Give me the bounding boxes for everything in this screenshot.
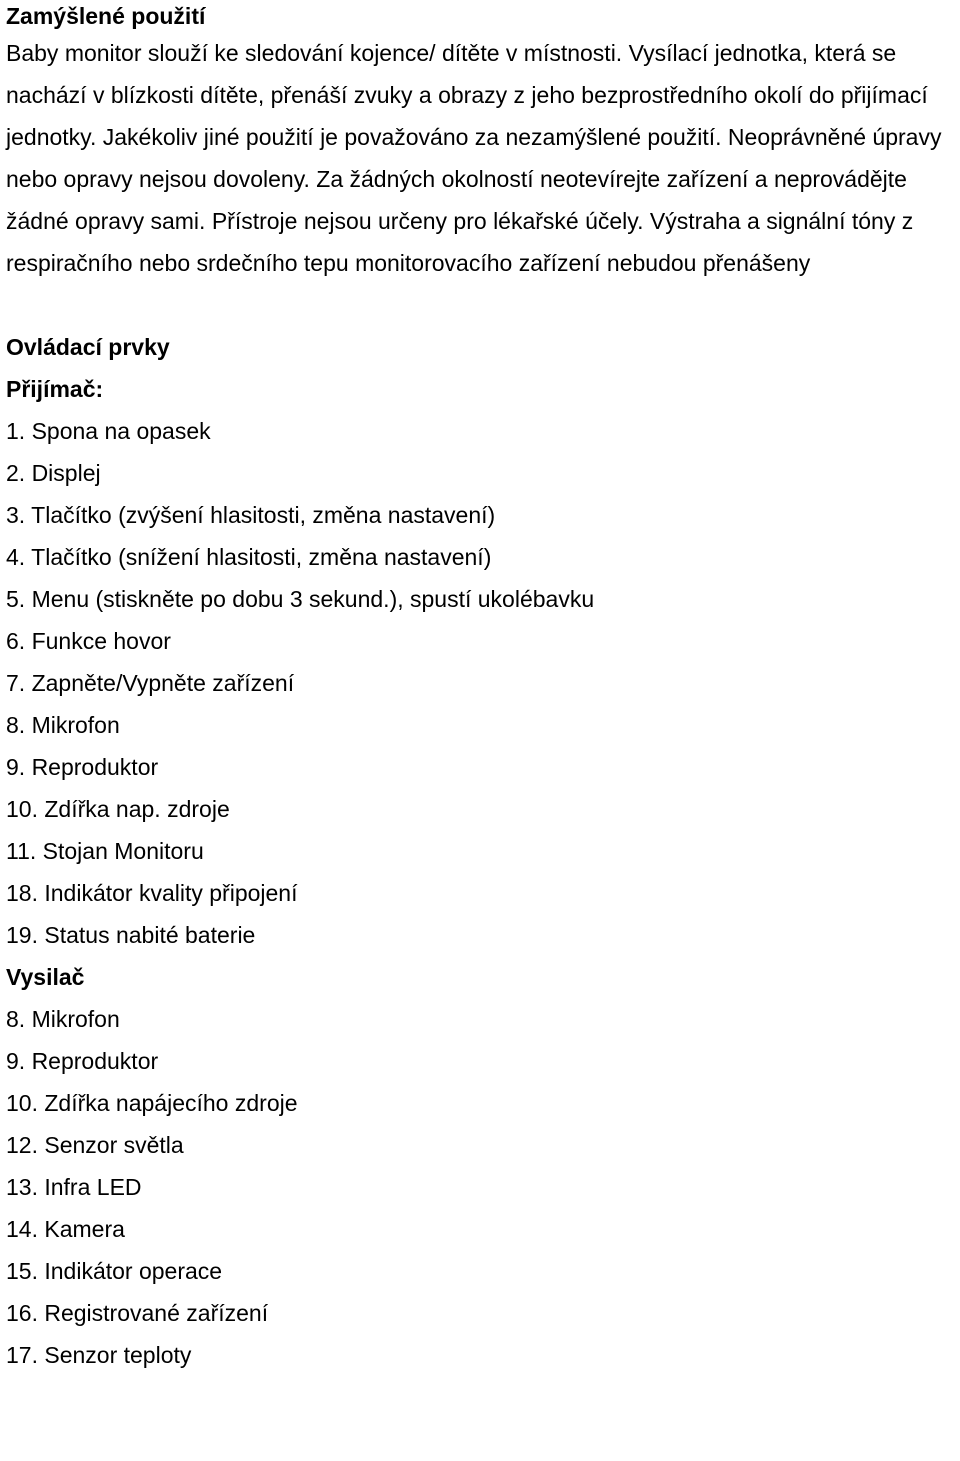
list-item: 12. Senzor světla — [6, 1132, 184, 1158]
list-item: 6. Funkce hovor — [6, 628, 171, 654]
section-spacer — [6, 284, 954, 326]
list-item: 8. Mikrofon — [6, 1006, 120, 1032]
list-item: 18. Indikátor kvality připojení — [6, 880, 298, 906]
list-item: 15. Indikátor operace — [6, 1258, 223, 1284]
receiver-list — [6, 410, 954, 956]
intended-use-paragraph: Baby monitor slouží ke sledování kojence/ dítěte v místnosti. Vysílací jednotka, která se nachází v blízkosti dítěte, přenáší zvuky a obrazy z jeho bezprostředního okolí do přijímací jednotky. Jakékoliv jiné použití je považováno za nezamýšlené použití. Neoprávněné úpravy nebo opravy nejsou dovoleny. Za žádných okolností neotevírejte zařízení a neprovádějte žádné opravy sami. Přístroje nejsou určeny pro lékařské účely. Výstraha a signální tóny z respiračního nebo srdečního tepu monitorovacího zařízení nebudou přenášeny — [6, 40, 942, 276]
list-item: 10. Zdířka napájecího zdroje — [6, 1090, 298, 1116]
transmitter-list — [6, 998, 954, 1376]
list-item: 17. Senzor teploty — [6, 1342, 192, 1368]
controls-heading: Ovládací prvky — [6, 334, 170, 360]
intended-use-heading: Zamýšlené použití — [6, 3, 206, 29]
list-item: 16. Registrované zařízení — [6, 1300, 269, 1326]
list-item: 9. Reproduktor — [6, 754, 159, 780]
list-item: 10. Zdířka nap. zdroje — [6, 796, 230, 822]
list-item: 4. Tlačítko (snížení hlasitosti, změna nastavení) — [6, 544, 492, 570]
receiver-heading: Přijímač: — [6, 376, 104, 402]
list-item: 14. Kamera — [6, 1216, 125, 1242]
list-item: 9. Reproduktor — [6, 1048, 159, 1074]
list-item: 1. Spona na opasek — [6, 418, 211, 444]
list-item: 5. Menu (stiskněte po dobu 3 sekund.), spustí ukolébavku — [6, 586, 595, 612]
list-item: 2. Displej — [6, 460, 101, 486]
transmitter-heading: Vysilač — [6, 964, 85, 990]
list-item: 3. Tlačítko (zvýšení hlasitosti, změna nastavení) — [6, 502, 496, 528]
list-item: 13. Infra LED — [6, 1174, 142, 1200]
list-item: 7. Zapněte/Vypněte zařízení — [6, 670, 295, 696]
document-page — [6, 0, 954, 1376]
list-item: 8. Mikrofon — [6, 712, 120, 738]
list-item: 19. Status nabité baterie — [6, 922, 256, 948]
list-item: 11. Stojan Monitoru — [6, 838, 204, 864]
